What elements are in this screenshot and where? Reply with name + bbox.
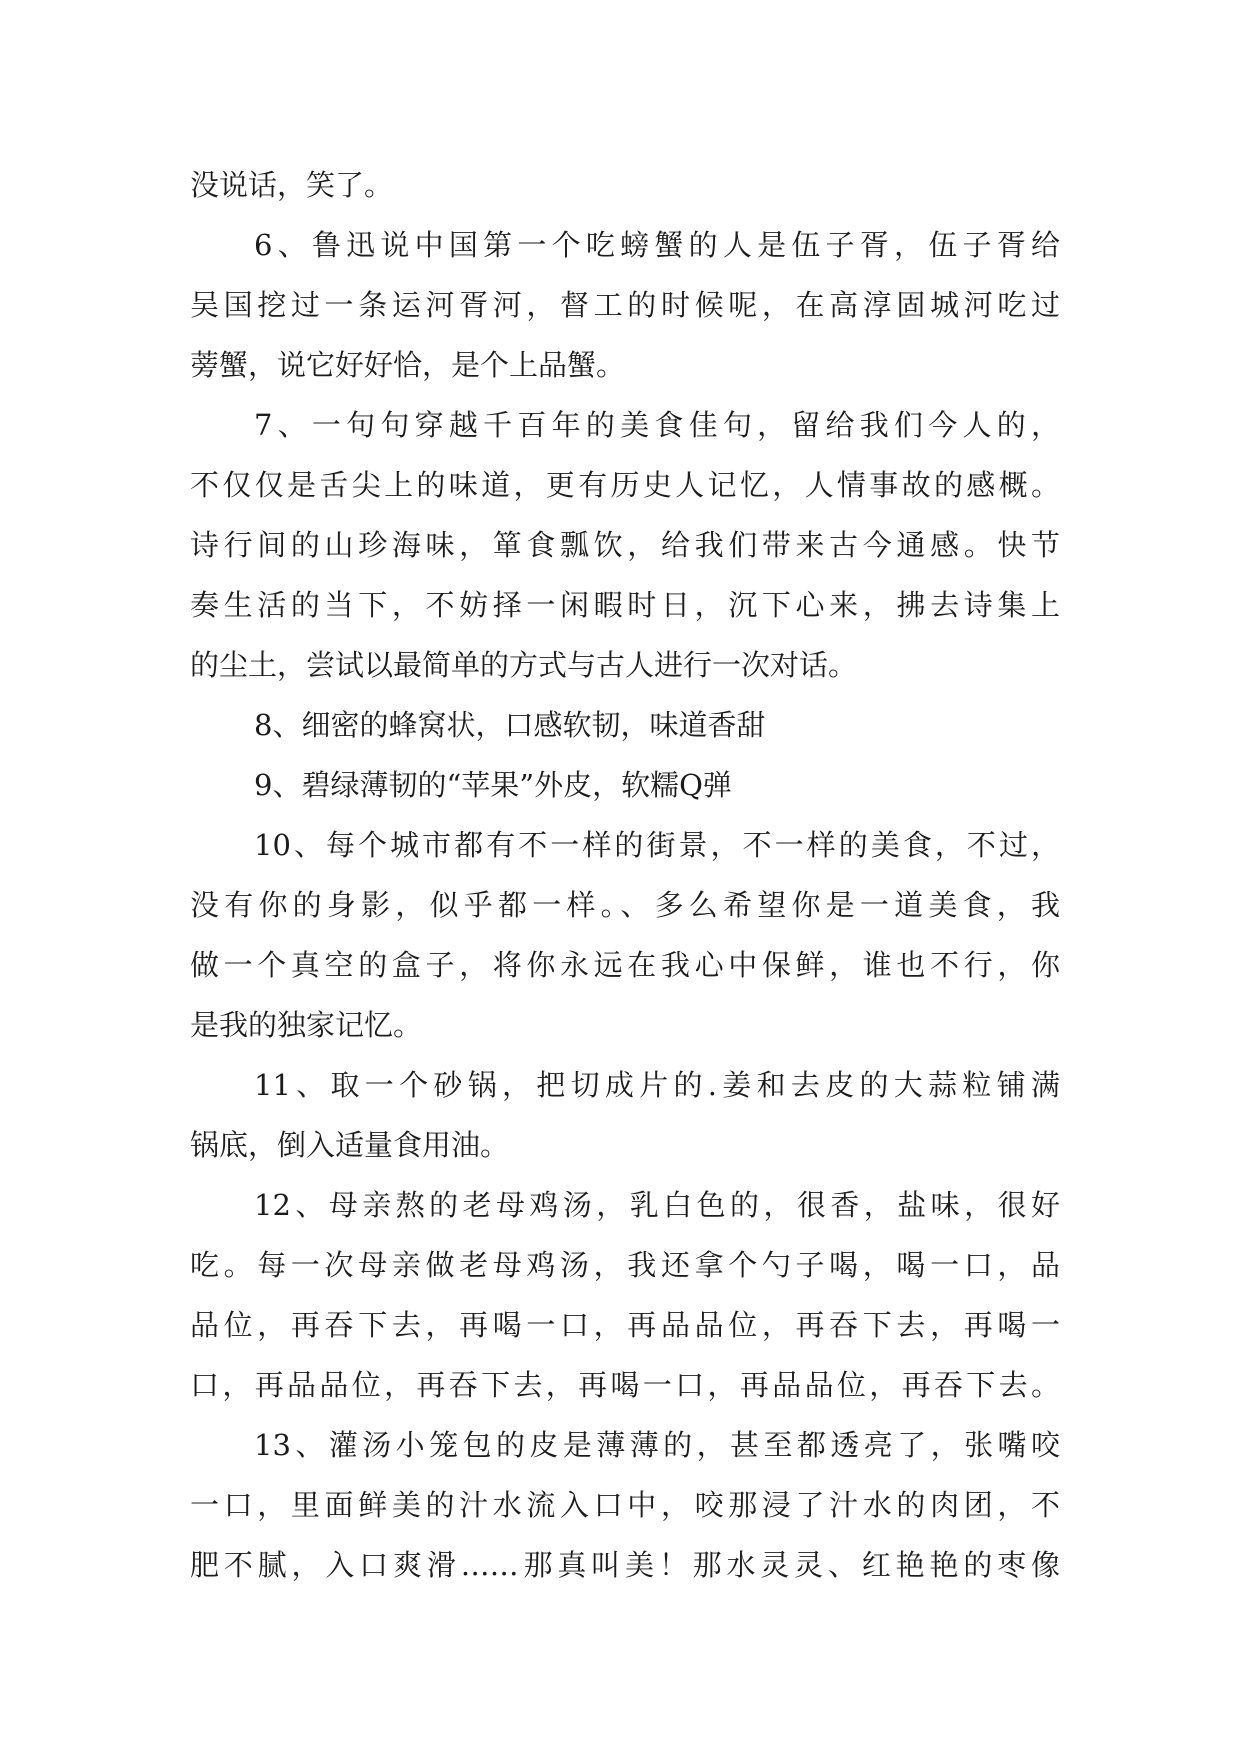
text-line: 肥不腻，入口爽滑……那真叫美！那水灵灵、红艳艳的枣像	[190, 1548, 1060, 1582]
text-line: 13、灌汤小笼包的皮是薄薄的，甚至都透亮了，张嘴咬	[254, 1428, 1060, 1462]
text-line: 不仅仅是舌尖上的味道，更有历史人记忆，人情事故的感概。	[190, 468, 1060, 502]
paragraph-13	[190, 1415, 1060, 1595]
text-line: 7、一句句穿越千百年的美食佳句，留给我们今人的，	[254, 408, 1060, 442]
text-line: 9、碧绿薄韧的“苹果”外皮，软糯Q弹	[254, 768, 732, 802]
text-line: 一口，里面鲜美的汁水流入口中，咬那浸了汁水的肉团，不	[190, 1488, 1060, 1522]
text-line: 奏生活的当下，不妨择一闲暇时日，沉下心来，拂去诗集上	[190, 588, 1060, 622]
text-line: 6、鲁迅说中国第一个吃螃蟹的人是伍子胥，伍子胥给	[254, 228, 1060, 262]
text-line: 是我的独家记忆。	[190, 1008, 423, 1042]
text-line: 做一个真空的盒子，将你永远在我心中保鲜，谁也不行，你	[190, 948, 1060, 982]
text-line: 8、细密的蜂窝状，口感软韧，味道香甜	[254, 708, 766, 742]
text-line: 诗行间的山珍海味，箪食瓢饮，给我们带来古今通感。快节	[190, 528, 1060, 562]
paragraph-12	[190, 1175, 1060, 1415]
paragraph-11	[190, 1055, 1060, 1175]
text-line: 吃。每一次母亲做老母鸡汤，我还拿个勺子喝，喝一口，品	[190, 1248, 1060, 1282]
text-line: 蒡蟹，说它好好恰，是个上品蟹。	[190, 348, 626, 382]
text-line: 没有你的身影，似乎都一样。、多么希望你是一道美食，我	[190, 888, 1060, 922]
text-line: 口，再品品位，再吞下去，再喝一口，再品品位，再吞下去。	[190, 1368, 1060, 1402]
text-line: 没说话，笑了。	[190, 168, 394, 202]
text-line: 吴国挖过一条运河胥河，督工的时候呢，在高淳固城河吃过	[190, 288, 1060, 322]
paragraph-7	[190, 395, 1060, 695]
text-line: 12、母亲熬的老母鸡汤，乳白色的，很香，盐味，很好	[254, 1188, 1060, 1222]
document-body	[190, 155, 1060, 1595]
paragraph-8	[190, 695, 1060, 755]
text-line: 锅底，倒入适量食用油。	[190, 1128, 510, 1162]
text-line: 品位，再吞下去，再喝一口，再品品位，再吞下去，再喝一	[190, 1308, 1060, 1342]
text-line: 的尘土，尝试以最简单的方式与古人进行一次对话。	[190, 648, 858, 682]
paragraph-5-continuation	[190, 155, 1060, 215]
paragraph-9	[190, 755, 1060, 815]
text-line: 10、每个城市都有不一样的街景，不一样的美食，不过，	[254, 828, 1060, 862]
text-line: 11、取一个砂锅，把切成片的.姜和去皮的大蒜粒铺满	[254, 1068, 1060, 1102]
paragraph-6	[190, 215, 1060, 395]
paragraph-10	[190, 815, 1060, 1055]
